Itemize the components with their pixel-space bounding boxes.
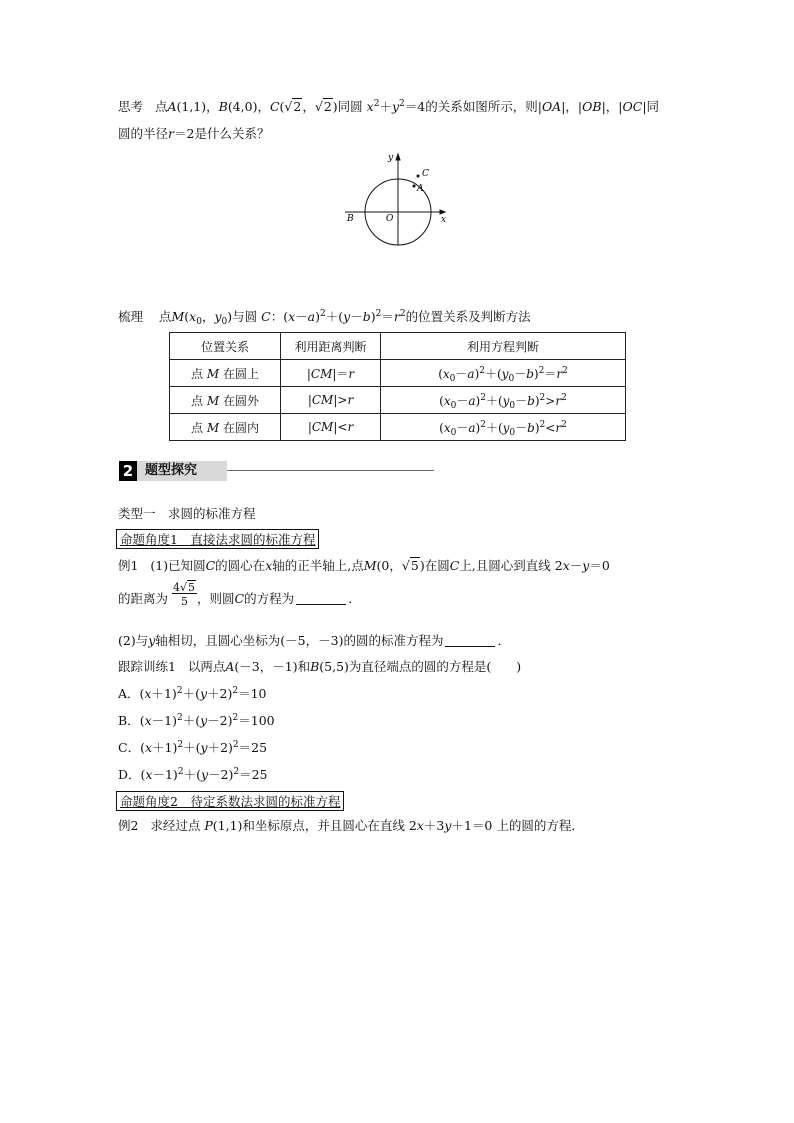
table-header: 位置关系	[170, 333, 281, 360]
table-cell: $(x_0-a)^2+(y_0-b)^2=r^2$	[381, 360, 626, 387]
table-cell: |CM|＝r	[281, 360, 381, 387]
track-training-1: 跟踪训练1 以两点A(－3，－1)和B(5,5)为直径端点的圆的方程是( )	[118, 659, 522, 674]
label-y: y	[388, 153, 394, 163]
think-label: 思考	[118, 99, 144, 114]
example-2: 例2 求经过点 P(1,1)和坐标原点，并且圆心在直线 2x＋3y＋1＝0 上的圆的方程．	[118, 818, 584, 833]
summary-line: 梳理 点$M(x_0$，$y_0$)与圆 C：$(x-a)^2+(y-b)^2=r^2$的位置关系及判断方法	[118, 309, 531, 327]
type-heading: 类型一 求圆的标准方程	[118, 506, 256, 521]
table-header: 利用距离判断	[281, 333, 381, 360]
option-a[interactable]: A．$(x+1)^2+(y+2)^2=10$	[118, 686, 267, 701]
think-line-1: 思考 点A(1,1)，B(4,0)，C(√2，√2)同圆 $x^2+y^2=4$的关系如图所示，则|OA|，|OB|，|OC|同	[118, 99, 660, 114]
option-b[interactable]: B．$(x-1)^2+(y-2)^2=100$	[118, 713, 275, 728]
point-A	[413, 185, 416, 188]
table-cell: 点 M 在圆上	[170, 360, 281, 387]
angle-heading-2: 命题角度2 待定系数法求圆的标准方程	[116, 791, 344, 811]
table-row	[170, 360, 626, 387]
label-A: A	[417, 184, 424, 194]
angle-heading-1: 命题角度1 直接法求圆的标准方程	[116, 529, 319, 549]
label-O: O	[386, 214, 394, 224]
answer-blank[interactable]	[445, 634, 495, 647]
table-cell: |CM|<r	[281, 414, 381, 441]
table-cell: |CM|>r	[281, 387, 381, 414]
example-1-part-2: (2)与y轴相切，且圆心坐标为(－5，－3)的圆的标准方程为 ．	[118, 633, 510, 648]
example-1-line-1: 例1 (1)已知圆C的圆心在x轴的正半轴上,点M(0，√5)在圆C上,且圆心到直线 2x－y＝0	[118, 558, 610, 573]
circle-figure	[340, 150, 455, 250]
label-x: x	[441, 215, 447, 225]
table-cell: 点 M 在圆外	[170, 387, 281, 414]
table-header: 利用方程判断	[381, 333, 626, 360]
example-label: 例2	[118, 818, 139, 833]
summary-label: 梳理	[118, 309, 144, 324]
label-B: B	[347, 214, 354, 224]
table-header-row	[170, 333, 626, 360]
section-divider	[227, 470, 434, 471]
position-table	[169, 332, 626, 441]
answer-blank[interactable]	[296, 592, 346, 605]
label-C: C	[422, 169, 429, 179]
track-label: 跟踪训练1	[118, 659, 176, 674]
table-row	[170, 387, 626, 414]
example-1-line-2: 的距离为 $\frac{4√5}{5}$ ，则圆C的方程为 ．	[118, 581, 361, 608]
table-cell: $(x_0-a)^2+(y_0-b)^2<r^2$	[381, 414, 626, 441]
table-cell: 点 M 在圆内	[170, 414, 281, 441]
table-row	[170, 414, 626, 441]
point-C	[417, 175, 420, 178]
think-line-2: 圆的半径r＝2是什么关系？	[118, 126, 270, 141]
option-c[interactable]: C．$(x+1)^2+(y+2)^2=25$	[118, 740, 268, 755]
section-title: 题型探究	[137, 461, 227, 481]
section-number: 2	[119, 461, 137, 481]
example-label: 例1	[118, 558, 139, 573]
fraction: $\frac{4√5}{5}$	[173, 581, 196, 608]
option-d[interactable]: D．$(x-1)^2+(y-2)^2=25$	[118, 767, 268, 782]
table-cell: $(x_0-a)^2+(y_0-b)^2>r^2$	[381, 387, 626, 414]
